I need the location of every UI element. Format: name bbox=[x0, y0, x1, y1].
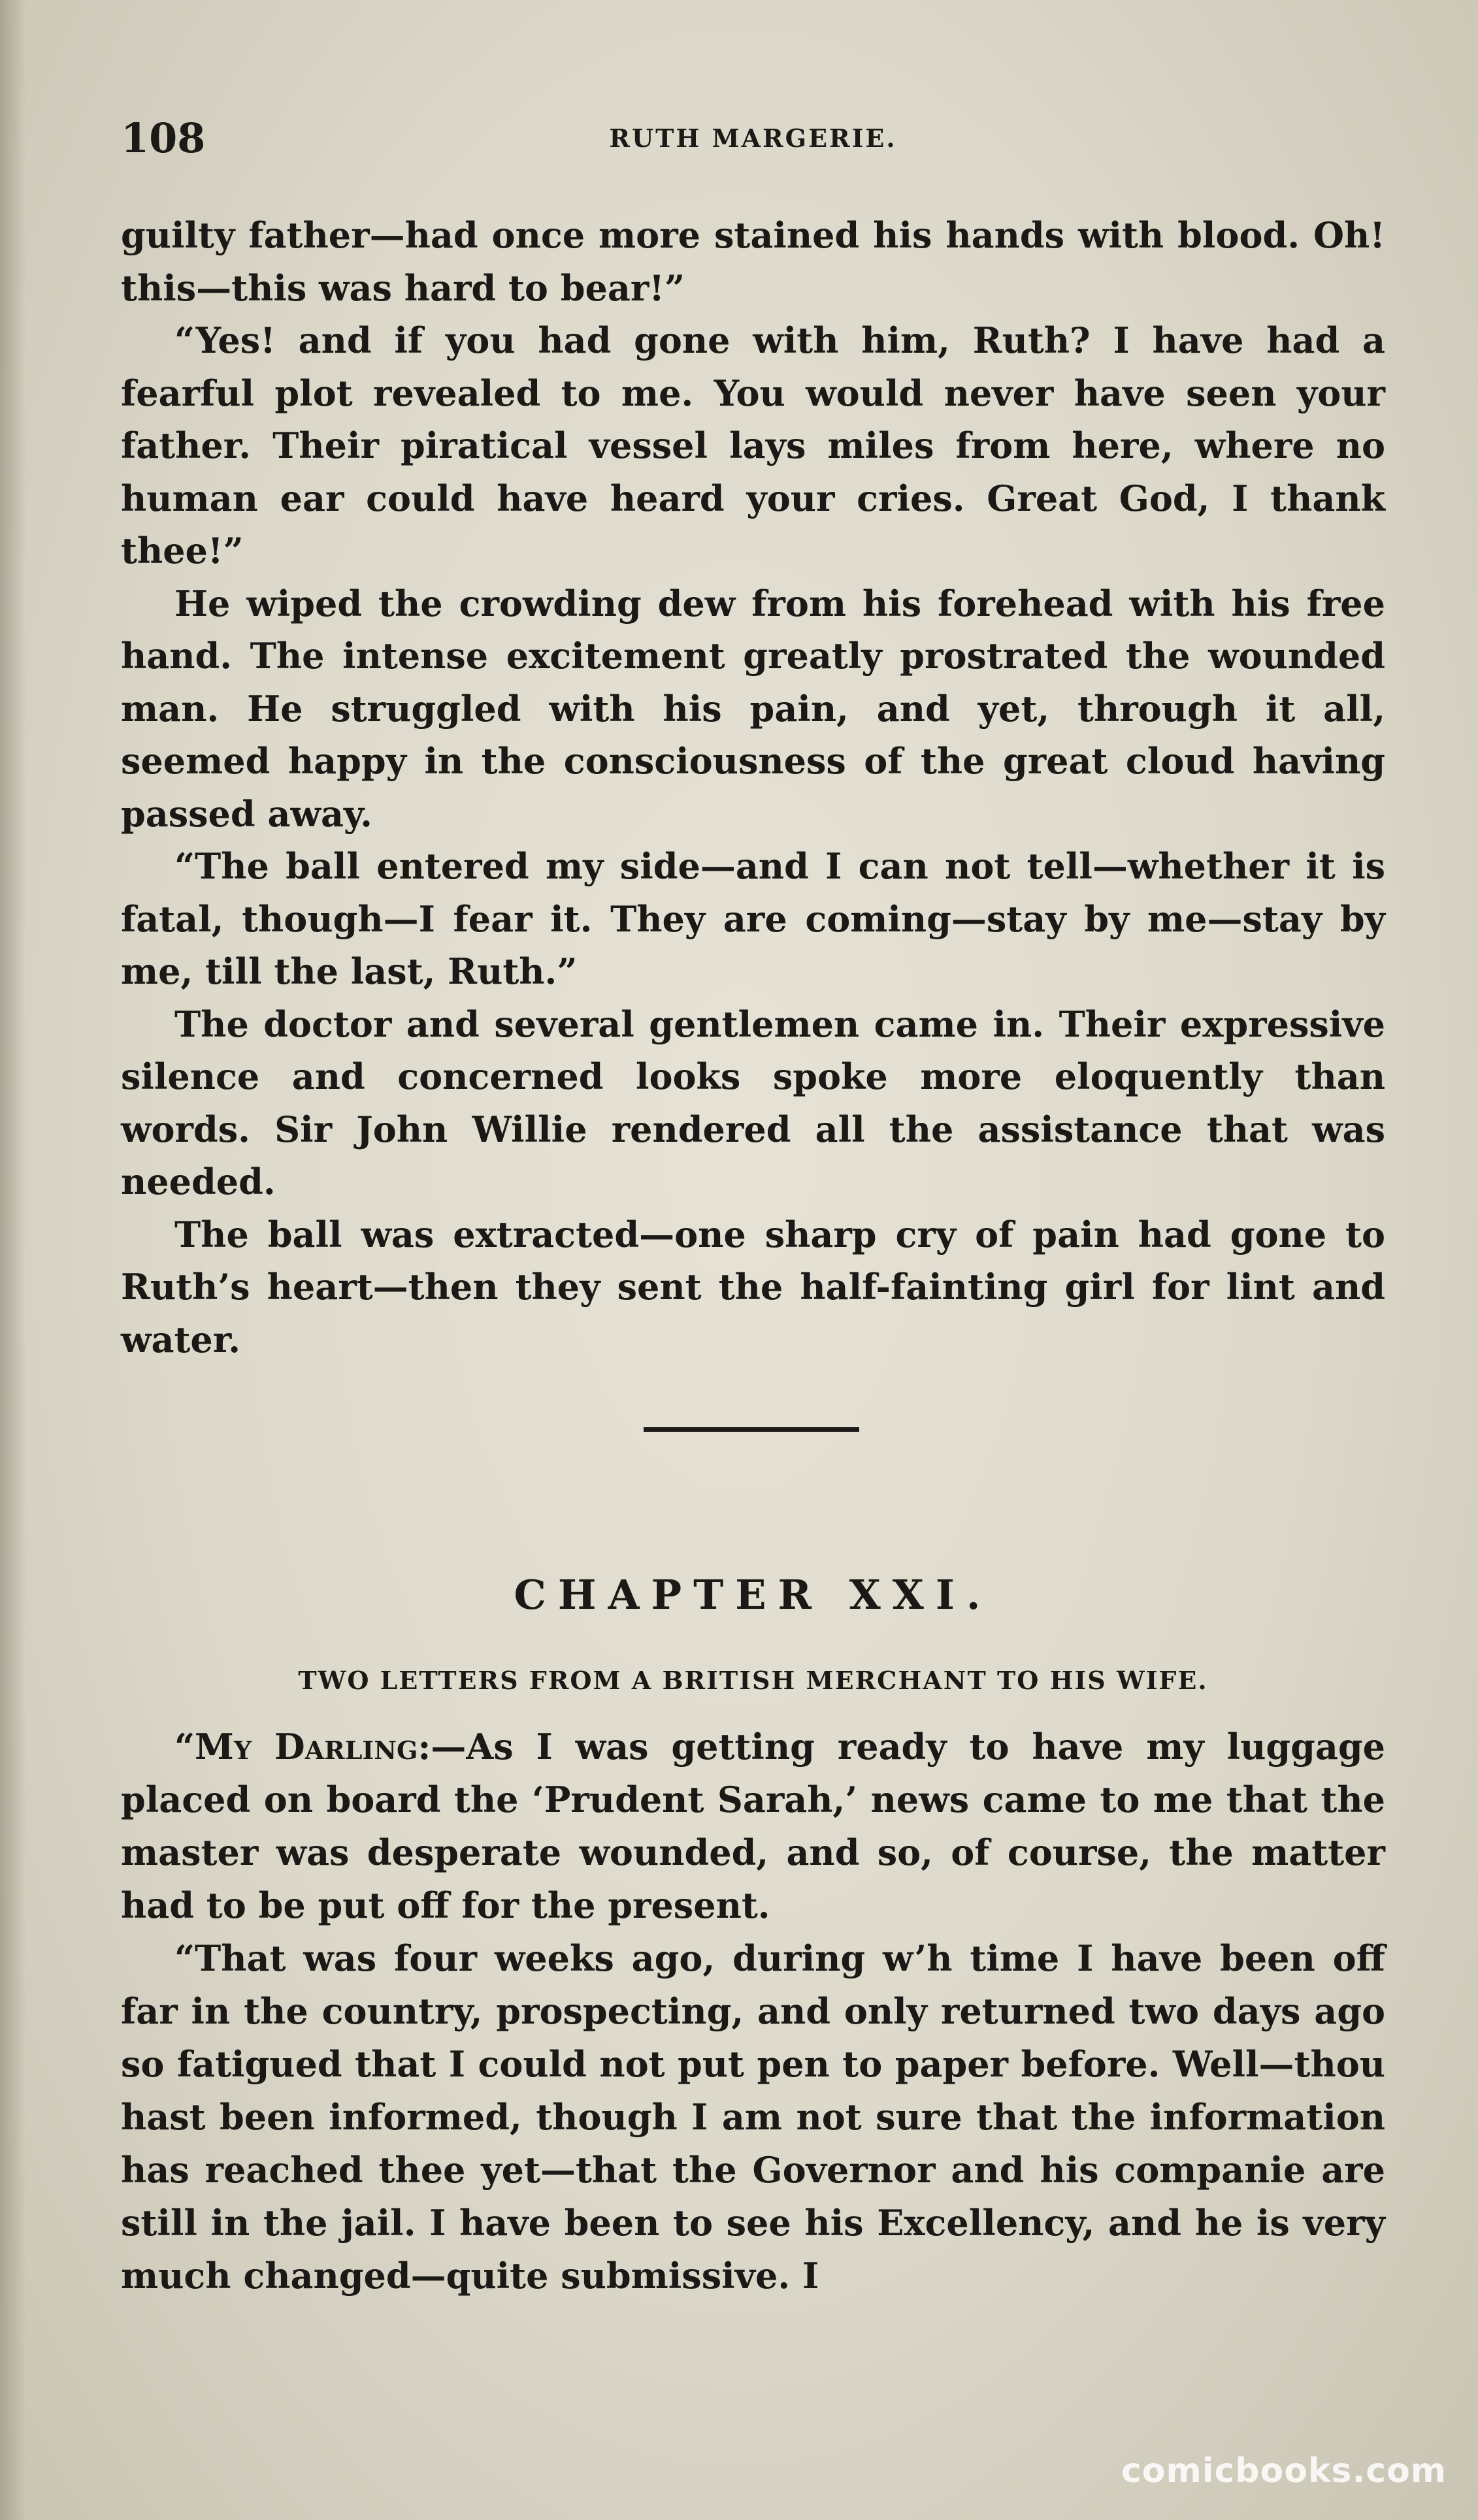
paragraph: guilty father—had once more stained his hands with blood. Oh! this—this was hard to bear!” bbox=[121, 214, 1385, 309]
page-number: 108 bbox=[121, 114, 206, 162]
chapter-subtitle: TWO LETTERS FROM A BRITISH MERCHANT TO HIS WIFE. bbox=[298, 1666, 1208, 1695]
body-text bbox=[121, 209, 1385, 1366]
divider-rule bbox=[644, 1427, 859, 1432]
section-divider bbox=[0, 1427, 1478, 1434]
paragraph: The ball was extracted—one sharp cry of pain had gone to Ruth’s heart—then they sent the half-fainting girl for lint and water. bbox=[121, 1213, 1385, 1361]
paragraph-text: :—As I was getting ready to have my luggage placed on board the ‘Prudent Sarah,’ news came to me that the master was desperate wounded, and so, of course, the matter had to be put off for the present. bbox=[121, 1726, 1385, 1926]
page-header bbox=[121, 114, 1385, 173]
chapter-body-text bbox=[121, 1720, 1385, 2302]
paragraph: “That was four weeks ago, during w’h time I have been off far in the country, prospecting, and only returned two days ago so fatigued that I could not put pen to paper before. Well—thou hast been informed, though I am not sure that the information has reached thee yet—that the Governor and his companie are still in the jail. I have been to see his Excellency, and he is very much changed—quite submissive. I bbox=[121, 1937, 1385, 2297]
letter-salutation: “My Darling bbox=[174, 1726, 418, 1768]
paragraph: “The ball entered my side—and I can not tell—whether it is fatal, though—I fear it. They are coming—stay by me—stay by me, till the last, Ruth.” bbox=[121, 845, 1385, 992]
paragraph bbox=[121, 1720, 1385, 1932]
running-head: RUTH MARGERIE. bbox=[609, 123, 897, 153]
paragraph: The doctor and several gentlemen came in. Their expressive silence and concerned looks spoke more eloquently than words. Sir John Willie rendered all the assistance that was needed. bbox=[121, 1003, 1385, 1203]
paragraph: He wiped the crowding dew from his forehead with his free hand. The intense excitement greatly prostrated the wounded man. He struggled with his pain, and yet, through it all, seemed happy in the consciousness of the great cloud having passed away. bbox=[121, 582, 1385, 835]
watermark: comicbooks.com bbox=[1121, 2451, 1447, 2491]
paragraph: “Yes! and if you had gone with him, Ruth? I have had a fearful plot revealed to me. You would never have seen your father. Their piratical vessel lays miles from here, where no human ear could have heard your cries. Great God, I thank thee!” bbox=[121, 319, 1385, 572]
page-gutter-shadow bbox=[0, 0, 26, 2520]
chapter-title: CHAPTER XXI. bbox=[514, 1571, 993, 1619]
